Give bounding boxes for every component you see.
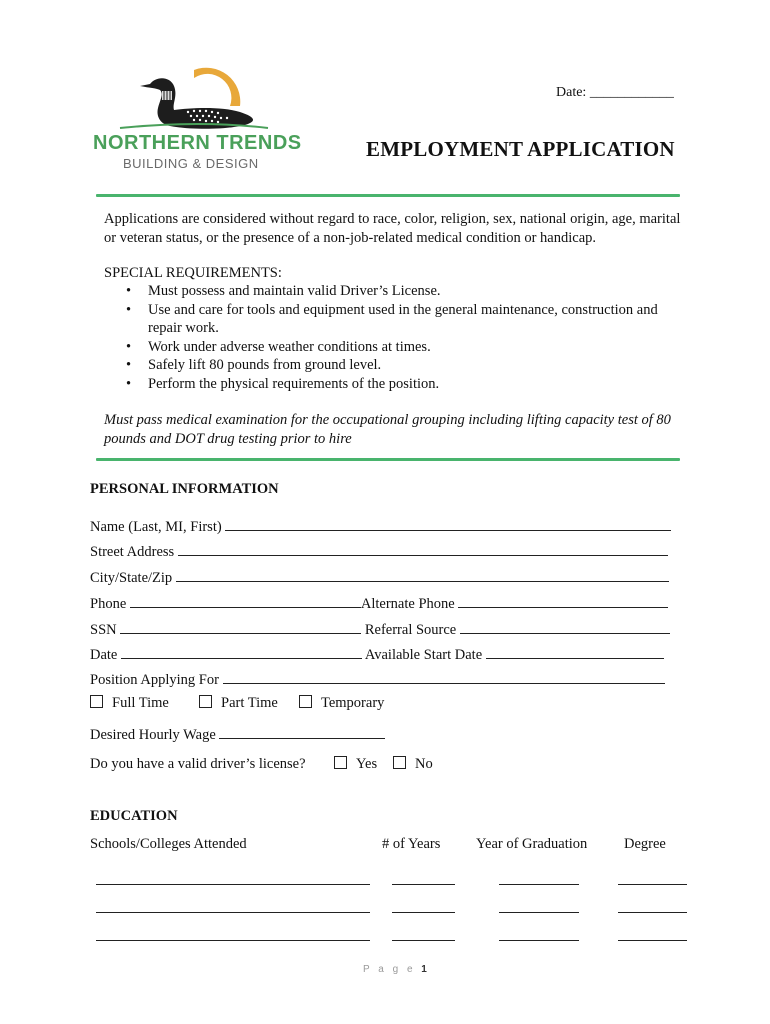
position-label: Position Applying For xyxy=(90,672,219,688)
checkbox[interactable] xyxy=(393,756,406,769)
school-field-3[interactable] xyxy=(96,940,370,941)
logo-sun-icon xyxy=(194,68,240,106)
date-field[interactable]: Date: ____________ xyxy=(556,85,674,100)
position-row xyxy=(90,669,665,689)
city-row xyxy=(90,567,669,587)
phone-label: Phone xyxy=(90,596,127,612)
wage-field[interactable] xyxy=(219,724,385,739)
referral-label: Referral Source xyxy=(364,622,457,638)
degree-column-header: Degree xyxy=(624,836,666,852)
license-yes-option[interactable]: Yes xyxy=(334,756,377,773)
start-date-label: Available Start Date xyxy=(364,647,483,663)
school-field-1[interactable] xyxy=(96,884,370,885)
degree-field-1[interactable] xyxy=(618,884,687,885)
full-time-option[interactable]: Full Time xyxy=(90,695,169,712)
graduation-field-1[interactable] xyxy=(499,884,579,885)
graduation-column-header: Year of Graduation xyxy=(476,836,588,852)
alt-phone-label: Alternate Phone xyxy=(360,596,455,612)
years-field-1[interactable] xyxy=(392,884,455,885)
years-column-header: # of Years xyxy=(382,836,441,852)
ssn-label: SSN xyxy=(90,622,117,638)
name-field[interactable] xyxy=(225,516,671,531)
page-number: 1 xyxy=(421,964,427,975)
date-label: Date xyxy=(90,647,118,663)
referral-field[interactable] xyxy=(460,619,670,634)
page-label: P a g e xyxy=(363,964,416,975)
bullet-icon: • xyxy=(126,283,132,299)
degree-field-3[interactable] xyxy=(618,940,687,941)
graduation-field-3[interactable] xyxy=(499,940,579,941)
bullet-icon: • xyxy=(126,375,132,392)
years-field-3[interactable] xyxy=(392,940,455,941)
divider xyxy=(96,194,680,197)
checkbox[interactable] xyxy=(334,756,347,769)
list-item: • Perform the physical requirements of the position. xyxy=(126,375,440,392)
name-row xyxy=(90,516,671,536)
list-item: • Safely lift 80 pounds from ground level. xyxy=(126,357,382,373)
degree-field-2[interactable] xyxy=(618,912,687,913)
list-item: • Must possess and maintain valid Driver’s License. xyxy=(126,283,441,299)
logo-name: NORTHERN TRENDS xyxy=(93,132,302,154)
city-state-zip-field[interactable] xyxy=(176,567,669,582)
ssn-row xyxy=(90,619,670,639)
street-row xyxy=(90,541,668,561)
license-no-option[interactable]: No xyxy=(393,756,433,773)
start-date-field[interactable] xyxy=(486,644,664,659)
special-requirements-heading: SPECIAL REQUIREMENTS: xyxy=(104,265,282,281)
bullet-icon: • xyxy=(126,357,132,373)
phone-field[interactable] xyxy=(130,593,361,608)
logo-subtitle: BUILDING & DESIGN xyxy=(123,156,259,171)
ssn-field[interactable] xyxy=(120,619,361,634)
medical-note: Must pass medical examination for the occupational grouping including lifting capacity test of 80 pounds and DOT drug testing prior to hire xyxy=(104,412,671,447)
name-label: Name (Last, MI, First) xyxy=(90,519,222,535)
page-footer xyxy=(363,964,427,975)
street-label: Street Address xyxy=(90,544,175,560)
date-field-input[interactable] xyxy=(121,644,362,659)
street-field[interactable] xyxy=(178,541,668,556)
alt-phone-field[interactable] xyxy=(458,593,668,608)
checkbox[interactable] xyxy=(299,695,312,708)
part-time-option[interactable]: Part Time xyxy=(199,695,278,712)
city-label: City/State/Zip xyxy=(90,570,173,586)
wage-row xyxy=(90,724,385,744)
intro-text: Applications are considered without regard to race, color, religion, sex, national origin, age, marital or veteran status, or the presence of a non-job-related medical condition or handicap. xyxy=(104,211,681,246)
checkbox[interactable] xyxy=(90,695,103,708)
years-field-2[interactable] xyxy=(392,912,455,913)
date-row xyxy=(90,644,664,664)
graduation-field-2[interactable] xyxy=(499,912,579,913)
temporary-option[interactable]: Temporary xyxy=(299,695,384,712)
bullet-icon: • xyxy=(126,338,132,355)
divider xyxy=(96,458,680,461)
personal-information-heading: PERSONAL INFORMATION xyxy=(90,481,279,497)
wage-label: Desired Hourly Wage xyxy=(90,727,216,743)
phone-row xyxy=(90,593,668,613)
list-item: • Use and care for tools and equipment used in the general maintenance, construction and repair work. xyxy=(126,301,658,336)
bullet-icon: • xyxy=(126,301,132,318)
checkbox[interactable] xyxy=(199,695,212,708)
license-question: Do you have a valid driver’s license? xyxy=(90,756,306,772)
schools-column-header: Schools/Colleges Attended xyxy=(90,836,247,852)
list-item: • Work under adverse weather conditions at times. xyxy=(126,338,431,355)
school-field-2[interactable] xyxy=(96,912,370,913)
education-heading: EDUCATION xyxy=(90,808,178,824)
position-field[interactable] xyxy=(223,669,665,684)
page-title: EMPLOYMENT APPLICATION xyxy=(366,137,675,161)
special-requirements-list xyxy=(104,282,684,393)
